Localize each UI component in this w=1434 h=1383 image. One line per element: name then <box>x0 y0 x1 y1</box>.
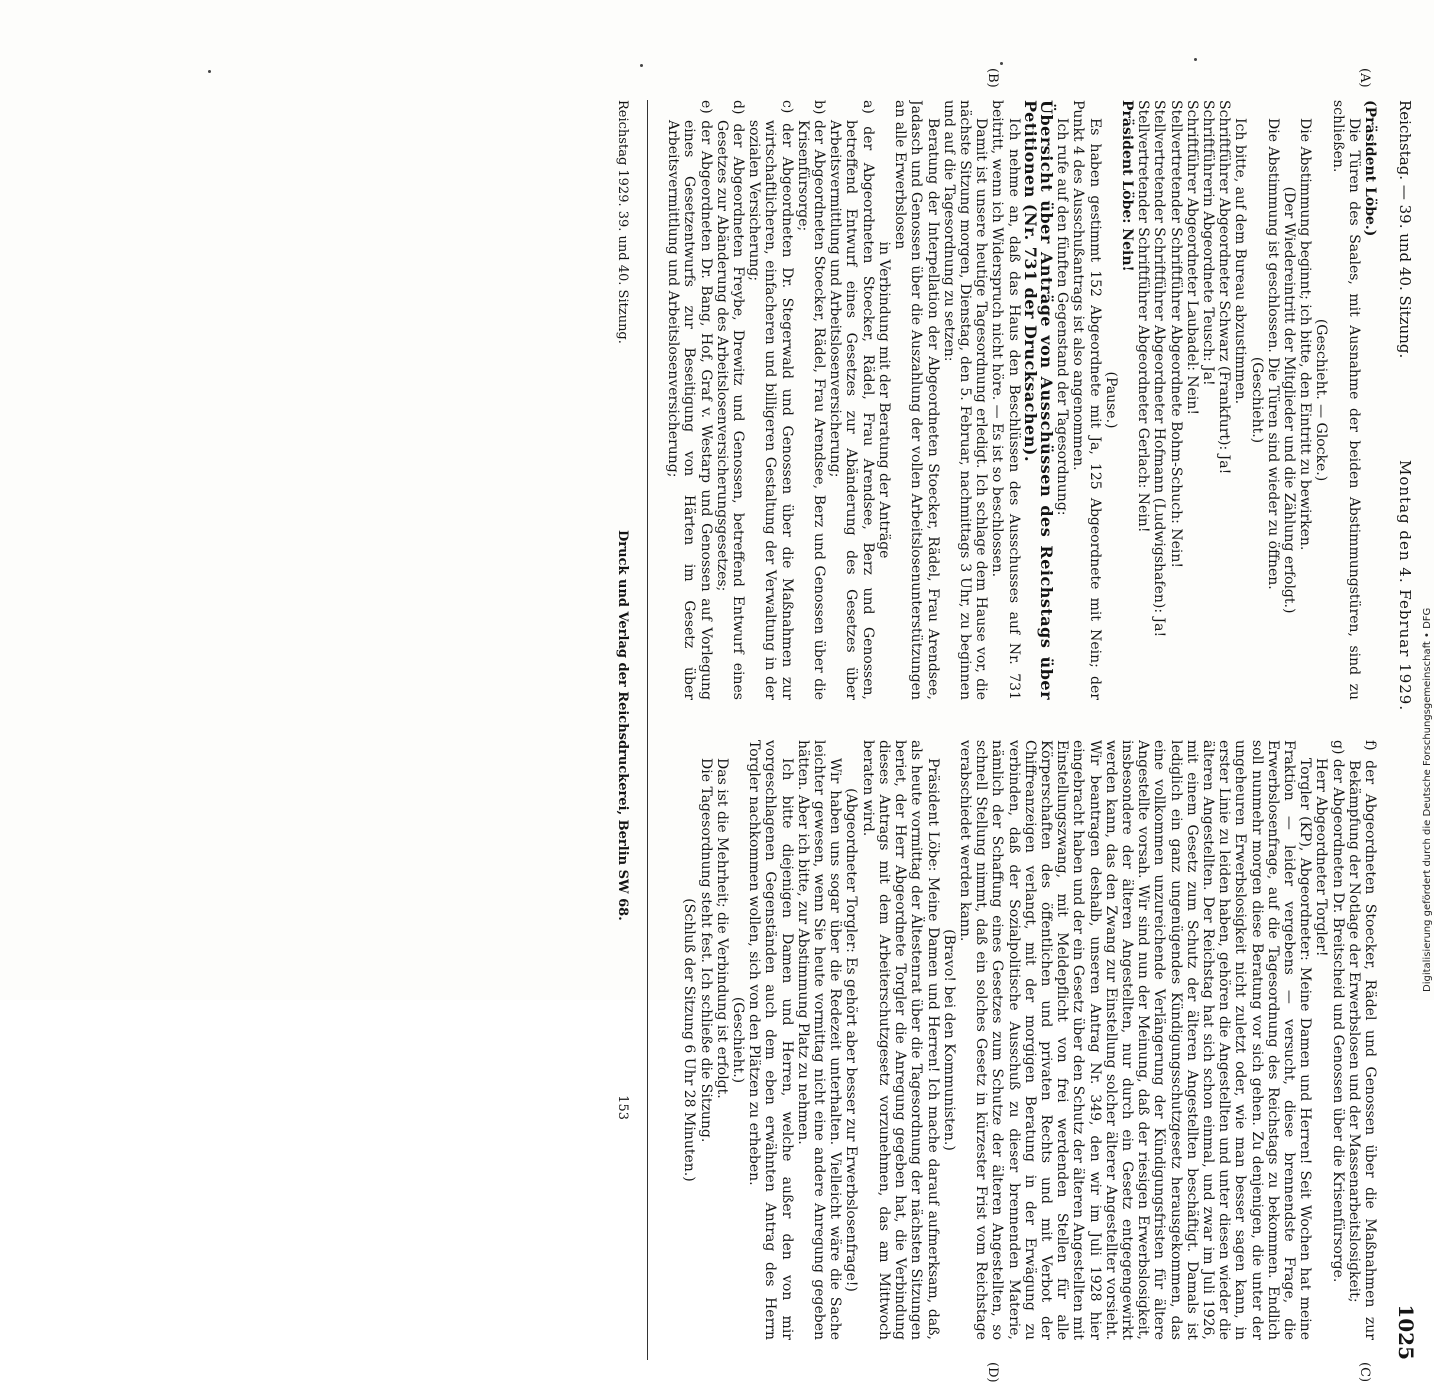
dfg-notice-text: Digitalisierung gefördert durch die Deutsche Forschungsgemeinschaft • DFG <box>1422 607 1433 992</box>
header-date: Montag den 4. Februar 1929. <box>1396 460 1414 712</box>
scan-speck <box>1194 58 1197 61</box>
left-paragraph: d) der Abgeordneten Freybe, Drewitz und Genossen, betreffend Entwurf eines Gesetzes zur Abänderung des Arbeitslosenversicherungsgesetzes; <box>713 100 747 700</box>
left-paragraph: in Verbindung mit der Beratung der Anträge <box>875 241 892 559</box>
left-paragraph: a) der Abgeordneten Stoecker, Rädel, Frau Arendsee, Berz und Genossen, betreffend Entwurf eines Gesetzes zur Abänderung des Gesetzes über Arbeitsvermittlung und Arbeitslosenversicherung; <box>827 100 876 700</box>
left-paragraph: c) der Abgeordneten Dr. Stegerwald und Genossen über die Maßnahmen zur wirtschaftlicheren, einfacheren und billigeren Gestaltung der Verwaltung in der sozialen Versicherung; <box>746 100 795 700</box>
left-paragraph: Stellvertretender Schriftführer Abgeordnete Bohm-Schuch: Nein! <box>1167 100 1184 568</box>
right-paragraph: (Geschieht.) <box>730 996 747 1084</box>
right-paragraph: Wir haben uns sogar über die Redezeit unterhalten. Vielleicht wäre die Sache leichter gewesen, wenn Sie heute vormittag nicht eine andere Anregung gegeben hätten. Aber ich bitte, zur Abstimmung Platz zu nehmen. <box>794 740 844 1340</box>
right-paragraph: Herr Abgeordneter Torgler! <box>1313 758 1330 957</box>
left-paragraph: Übersicht über Anträge von Ausschüssen des Reichstags über Petitionen (Nr. 731 der Drucksachen). <box>1020 100 1056 700</box>
left-paragraph: Stellvertretender Schriftführer Abgeordneter Hofmann (Ludwigshafen): Ja! <box>1151 100 1168 638</box>
footer-sheet-number: 153 <box>615 1095 630 1120</box>
right-paragraph: (Abgeordneter Torgler: Es gehört aber besser zur Erwerbslosenfrage!) <box>843 788 860 1292</box>
right-paragraph: (Schluß der Sitzung 6 Uhr 28 Minuten.) <box>681 898 698 1182</box>
page-number: 1025 <box>1394 1304 1418 1360</box>
right-paragraph: g) der Abgeordneten Dr. Breitscheid und Genossen über die Krisenfürsorge. <box>1329 740 1346 1283</box>
scan-speck <box>640 64 643 67</box>
left-paragraph: Stellvertretender Schriftführer Abgeordneter Gerlach: Nein! <box>1135 100 1152 533</box>
running-header <box>1386 100 1420 1360</box>
footer-imprint: Druck und Verlag der Reichsdruckerei, Berlin SW 68. <box>615 530 630 921</box>
footer-left: Reichstag 1929. 39. und 40. Sitzung. <box>615 100 630 344</box>
left-paragraph: (Pause.) <box>1102 371 1119 429</box>
margin-mark-a: (A) <box>1357 68 1372 88</box>
left-paragraph: Präsident Löbe: Nein! <box>1118 100 1135 272</box>
left-paragraph: Ich bitte, auf dem Bureau abzustimmen. <box>1232 118 1249 405</box>
left-paragraph: (Geschieht.) <box>1248 356 1265 444</box>
left-paragraph: Die Abstimmung ist geschlossen. Die Türen sind wieder zu öffnen. <box>1264 118 1281 590</box>
left-paragraph: (Der Wiedereintritt der Mitglieder und die Zählung erfolgt.) <box>1280 186 1297 614</box>
footer-rule <box>647 100 648 1360</box>
left-paragraph: b) der Abgeordneten Stoecker, Rädel, Frau Arendsee, Berz und Genossen über die Krisenfürsorge; <box>794 100 828 700</box>
left-paragraph: Damit ist unsere heutige Tagesordnung erledigt. Ich schlage dem Hause vor, die nächste Sitzung morgen, Dienstag, den 5. Februar, nachmittags 3 Uhr, zu beginnen und auf die Tagesordnung zu setzen: <box>940 100 990 700</box>
right-paragraph: Die Tagesordnung steht fest. Ich schließe die Sitzung. <box>697 758 714 1143</box>
right-paragraph: (Bravo! bei den Kommunisten.) <box>940 929 957 1151</box>
left-paragraph: Es haben gestimmt 152 Abgeordnete mit Ja, 125 Abgeordnete mit Nein; der Punkt 4 des Ausschußantrags ist also angenommen. <box>1070 100 1103 700</box>
right-paragraph: Präsident Löbe: Meine Damen und Herren! Ich mache darauf aufmerksam, daß, als heute vormittag der Ältestenrat über die Tagesordnung der nächsten Sitzungen beriet, der Herr Abgeordnete Torgler die Anregung gegeben hat, die Verbindung dieses Antrags mit dem Arbeiterschutzgesetz vorzunehmen, das am Mittwoch beraten wird. <box>859 740 941 1340</box>
left-paragraph: Schriftführerin Abgeordnete Teusch: Ja! <box>1199 100 1216 386</box>
left-paragraph: Die Abstimmung beginnt; ich bitte, den Eintritt zu bewirken. <box>1297 118 1314 551</box>
left-paragraph: Schriftführer Abgeordneter Schwarz (Frankfurt): Ja! <box>1216 100 1233 475</box>
right-paragraph: Torgler (KP), Abgeordneter: Meine Damen und Herren! Seit Wochen hat meine Fraktion — leider vergebens — versucht, diese brennendste Frage, die Erwerbslosenfrage, auf die Tagesordnung des Reichstags zu bekommen. Endlich soll nunmehr morgen diese Beratung vor sich gehen. Zu denjenigen, die unter der ungeheuren Erwerbslosigkeit nicht zuletzt oder, wie man besser sagen kann, in erster Linie zu leiden haben, gehören die Angestellten und unter diesen wieder die älteren Angestellten. Der Reichstag hat sich schon einmal, und zwar im Juli 1926, mit einem Gesetz zum Schutz der älteren Angestellten beschäftigt. Damals ist lediglich ein ganz ungenügendes Kündigungsschutzgesetz herausgekommen, das eine vollkommen unzureichende Verlängerung der Kündigungsfristen für ältere Angestellte vorsah. Wir sind nun der Meinung, daß der riesigen Erwerbslosigkeit, insbesondere der älteren Angestellten, nur durch ein Gesetz entgegengewirkt werden kann, das den Zwang zur Einstellung solcher älterer Angestellter vorsieht. Wir beantragen deshalb, unseren Antrag Nr. 349, den wir im Juli 1928 hier eingebracht haben und der ein Gesetz über den Schutz der älteren Angestellten mit Einstellungszwang, mit Meldepflicht von frei werdenden Stellen für alle Körperschaften des öffentlichen und privaten Rechts und mit Verbot der Chiffreanzeigen verlangt, mit der morgigen Beratung in der Erwägung zu verbinden, daß der Sozialpolitische Ausschuß zu dieser brennenden Materie, nämlich der Schaffung eines Gesetzes zum Schutze der älteren Angestellten, so schnell Stellung nimmt, daß ein solches Gesetz in kürzester Frist vom Reichstage verabschiedet werden kann. <box>956 740 1314 1340</box>
right-column <box>658 740 1378 1340</box>
left-paragraph: (Präsident Löbe.) <box>1362 100 1378 237</box>
right-paragraph: Ich bitte diejenigen Damen und Herren, welche außer den von mir vorgeschlagenen Gegenständen auch dem eben erwähnten Antrag des Herrn Torgler nachkommen wollen, sich von den Plätzen zu erheben. <box>746 740 795 1340</box>
left-paragraph: Schriftführer Abgeordneter Laubadel: Nein! <box>1183 100 1200 416</box>
left-paragraph: Beratung der Interpellation der Abgeordneten Stoecker, Rädel, Frau Arendsee, Jadasch und Genossen über die Auszahlung der vollen Arbeitslosenunterstützungen an alle Erwerbslosen <box>892 100 941 700</box>
header-left: Reichstag. — 39. und 40. Sitzung. <box>1396 100 1414 359</box>
margin-mark-d: (D) <box>985 1362 1000 1383</box>
margin-mark-c: (C) <box>1357 1362 1372 1383</box>
left-paragraph: Die Türen des Saales, mit Ausnahme der beiden Abstimmungstüren, sind zu schließen. <box>1329 100 1362 700</box>
left-paragraph: Ich rufe auf den fünften Gegenstand der Tagesordnung: <box>1054 118 1071 516</box>
right-paragraph: f) der Abgeordneten Stoecker, Rädel und Genossen über die Maßnahmen zur Bekämpfung der Notlage der Erwerbslosen und der Massenarbeitslosigkeit; <box>1345 740 1378 1340</box>
rotated-document <box>160 68 1420 1383</box>
left-column <box>658 100 1378 700</box>
margin-mark-b: (B) <box>985 68 1000 88</box>
left-paragraph: e) der Abgeordneten Dr. Bang, Hof, Graf v. Westarp und Genossen auf Vorlegung eines Gesetzentwurfs zur Beseitigung von Härten im Gesetz über Arbeitsvermittlung und Arbeitslosenversicherung; <box>665 100 714 700</box>
left-paragraph: Ich nehme an, daß das Haus den Beschlüssen des Ausschusses auf Nr. 731 beitritt, wenn ich Widerspruch nicht höre. — Es ist so beschlossen. <box>989 100 1022 700</box>
right-paragraph: Das ist die Mehrheit; die Verbindung ist erfolgt. <box>713 758 730 1099</box>
scan-speck <box>1000 62 1003 65</box>
scan-speck <box>208 70 211 73</box>
left-paragraph: (Geschieht. — Glocke.) <box>1313 318 1330 482</box>
